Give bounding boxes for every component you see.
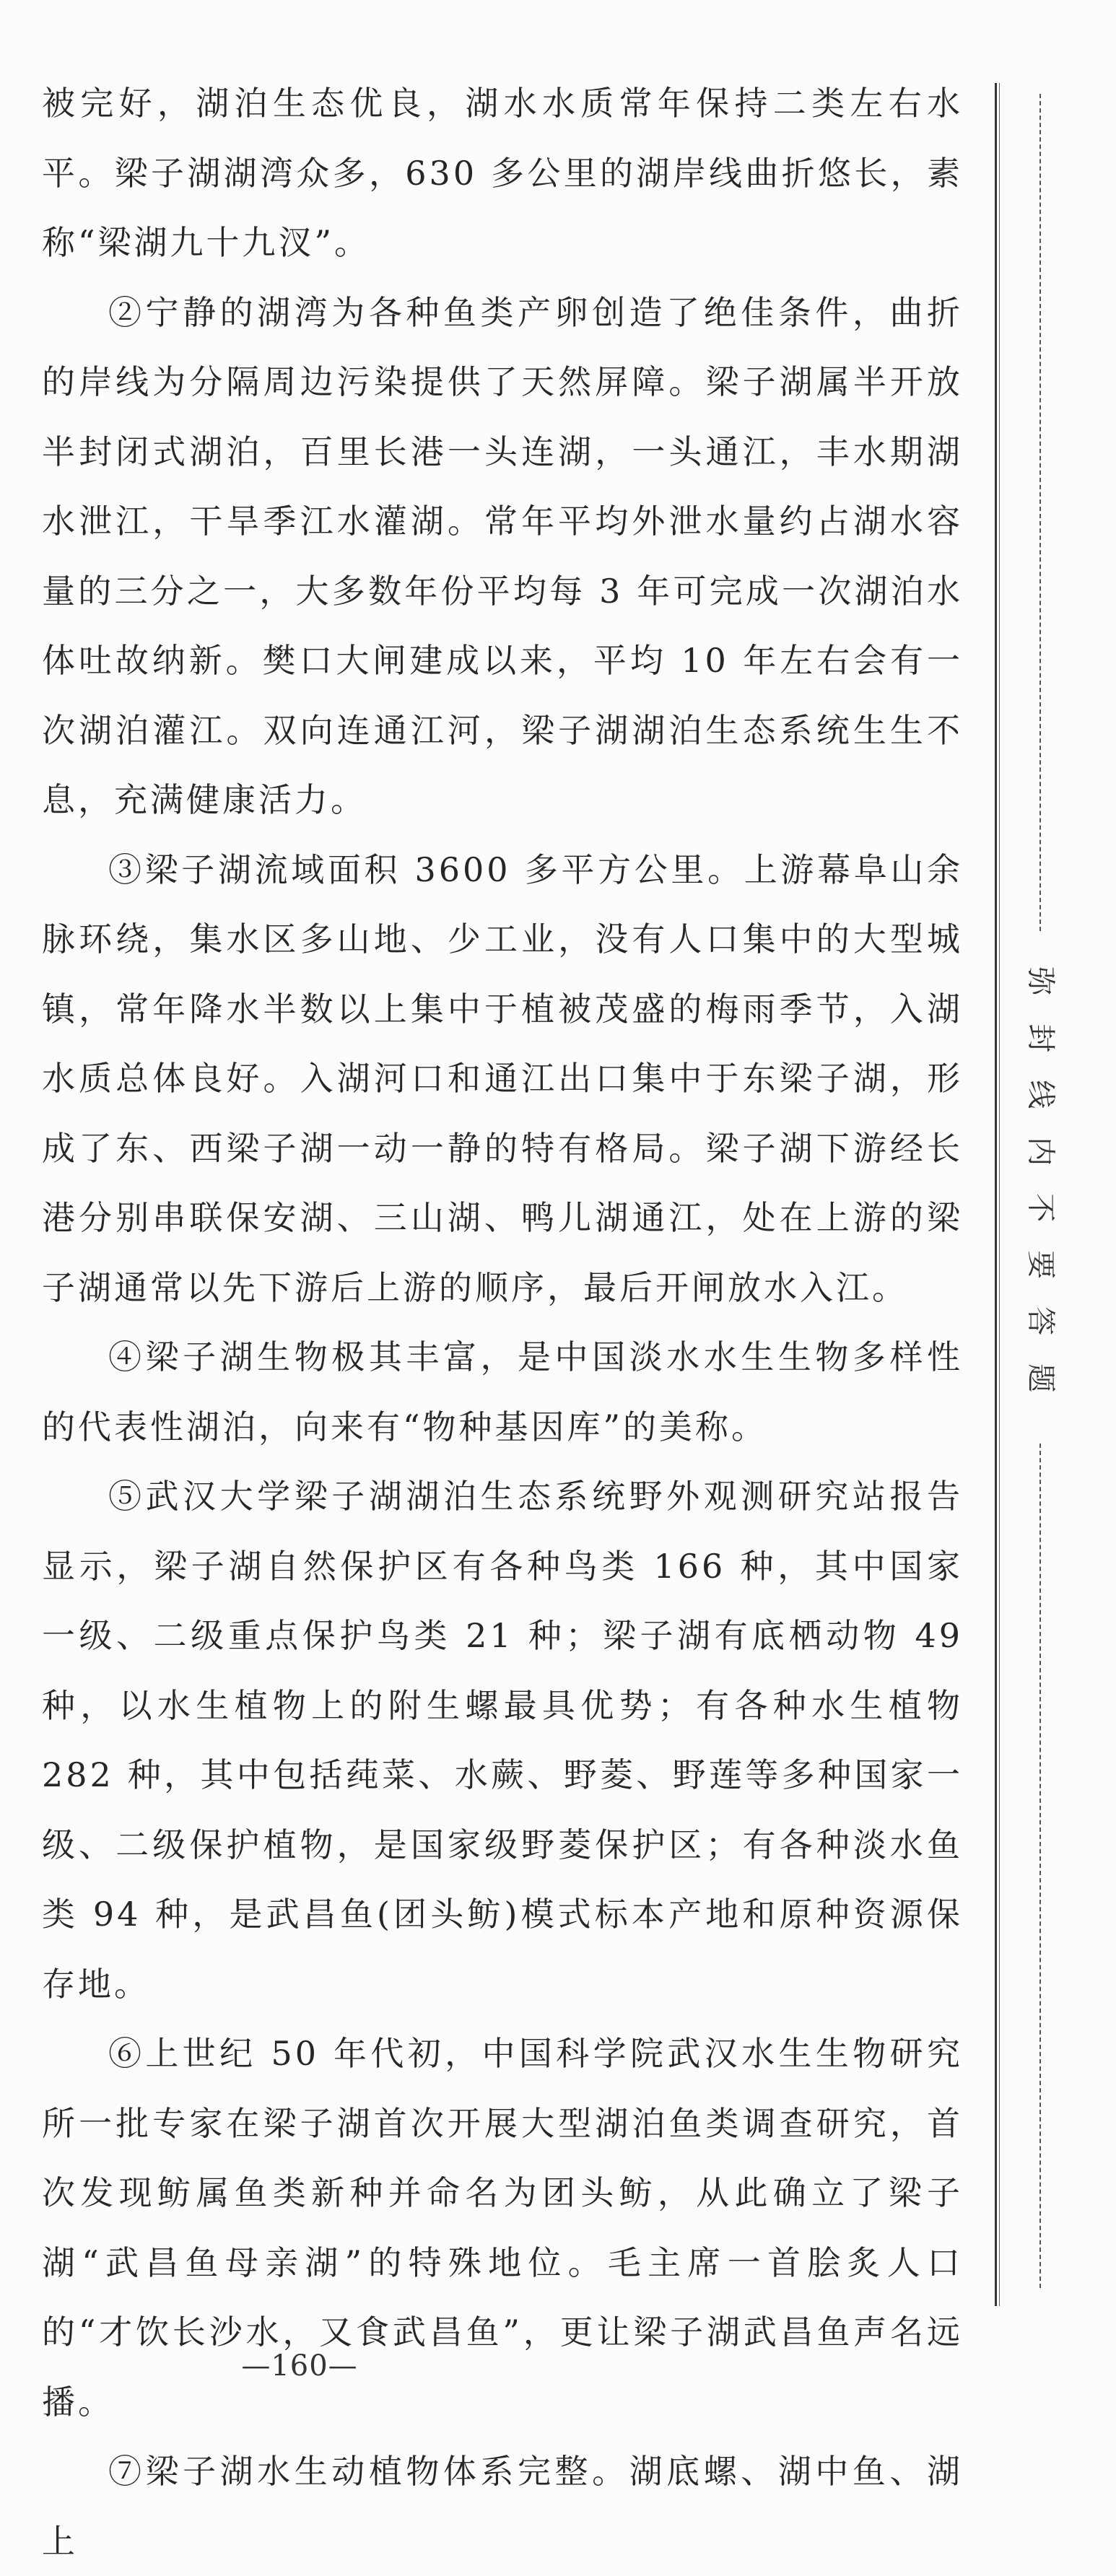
binding-line [995, 83, 997, 2306]
paragraph-1: 被完好，湖泊生态优良，湖水水质常年保持二类左右水平。梁子湖湖湾众多，630 多公里的湖岸线曲折悠长，素称“梁湖九十九汊”。 [42, 84, 963, 262]
paragraph-3: ③梁子湖流域面积 3600 多平方公里。上游幕阜山余脉环绕，集水区多山地、少工业，没有人口集中的大型城镇，常年降水半数以上集中于植被茂盛的梅雨季节，入湖水质总体良好。入湖河口和通江出口集中于东梁子湖，形成了东、西梁子湖一动一静的特有格局。梁子湖下游经长港分别串联保安湖、三山湖、鸭儿湖通江，处在上游的梁子湖通常以先下游后上游的顺序，最后开闸放水入江。 [42, 850, 963, 1307]
paragraph-2: ②宁静的湖湾为各种鱼类产卵创造了绝佳条件，曲折的岸线为分隔周边污染提供了天然屏障。梁子湖属半开放半封闭式湖泊，百里长港一头连湖，一头通江，丰水期湖水泄江，干旱季江水灌湖。常年平均外泄水量约占湖水容量的三分之一，大多数年份平均每 3 年可完成一次湖泊水体吐故纳新。樊口大闸建成以来，平均 10 年左右会有一次湖泊灌江。双向连通江河，梁子湖湖泊生态系统生生不息，充满健康活力。 [42, 292, 963, 819]
seal-char: 弥 [1024, 966, 1058, 996]
paragraph-6: ⑥上世纪 50 年代初，中国科学院武汉水生生物研究所一批专家在梁子湖首次开展大型湖泊鱼类调查研究，首次发现鲂属鱼类新种并命名为团头鲂，从此确立了梁子湖“武昌鱼母亲湖”的特殊地位。毛主席一首脍炙人口的“才饮长沙水，又食武昌鱼”，更让梁子湖武昌鱼声名远播。 [42, 2034, 963, 2422]
seal-char: 不 [1024, 1193, 1058, 1223]
seal-char: 要 [1024, 1249, 1058, 1279]
article-body [42, 69, 963, 2576]
paragraph-4: ④梁子湖生物极其丰富，是中国淡水水生生物多样性的代表性湖泊，向来有“物种基因库”的美称。 [42, 1337, 963, 1446]
page-number: —160— [241, 2349, 358, 2383]
seal-dashed-line-bottom [1039, 1444, 1041, 2288]
seal-char: 内 [1024, 1136, 1058, 1166]
seal-char: 线 [1024, 1080, 1058, 1109]
seal-char: 题 [1024, 1363, 1058, 1392]
paragraph-7: ⑦梁子湖水生动植物体系完整。湖底螺、湖中鱼、湖上 [42, 2452, 963, 2561]
seal-char: 答 [1024, 1306, 1058, 1336]
seal-dashed-line-top [1039, 94, 1041, 931]
binding-line-outer [999, 83, 1000, 2306]
seal-line-notice [1014, 953, 1066, 1406]
seal-char: 封 [1024, 1023, 1058, 1052]
paragraph-5: ⑤武汉大学梁子湖湖泊生态系统野外观测研究站报告显示，梁子湖自然保护区有各种鸟类 166 种，其中国家一级、二级重点保护鸟类 21 种；梁子湖有底栖动物 49 种，以水生植物上的附生螺最具优势；有各种水生植物 282 种，其中包括莼菜、水蕨、野菱、野莲等多种国家一级、二级保护植物，是国家级野菱保护区；有各种淡水鱼类 94 种，是武昌鱼(团头鲂)模式标本产地和原种资源保存地。 [42, 1477, 963, 2004]
